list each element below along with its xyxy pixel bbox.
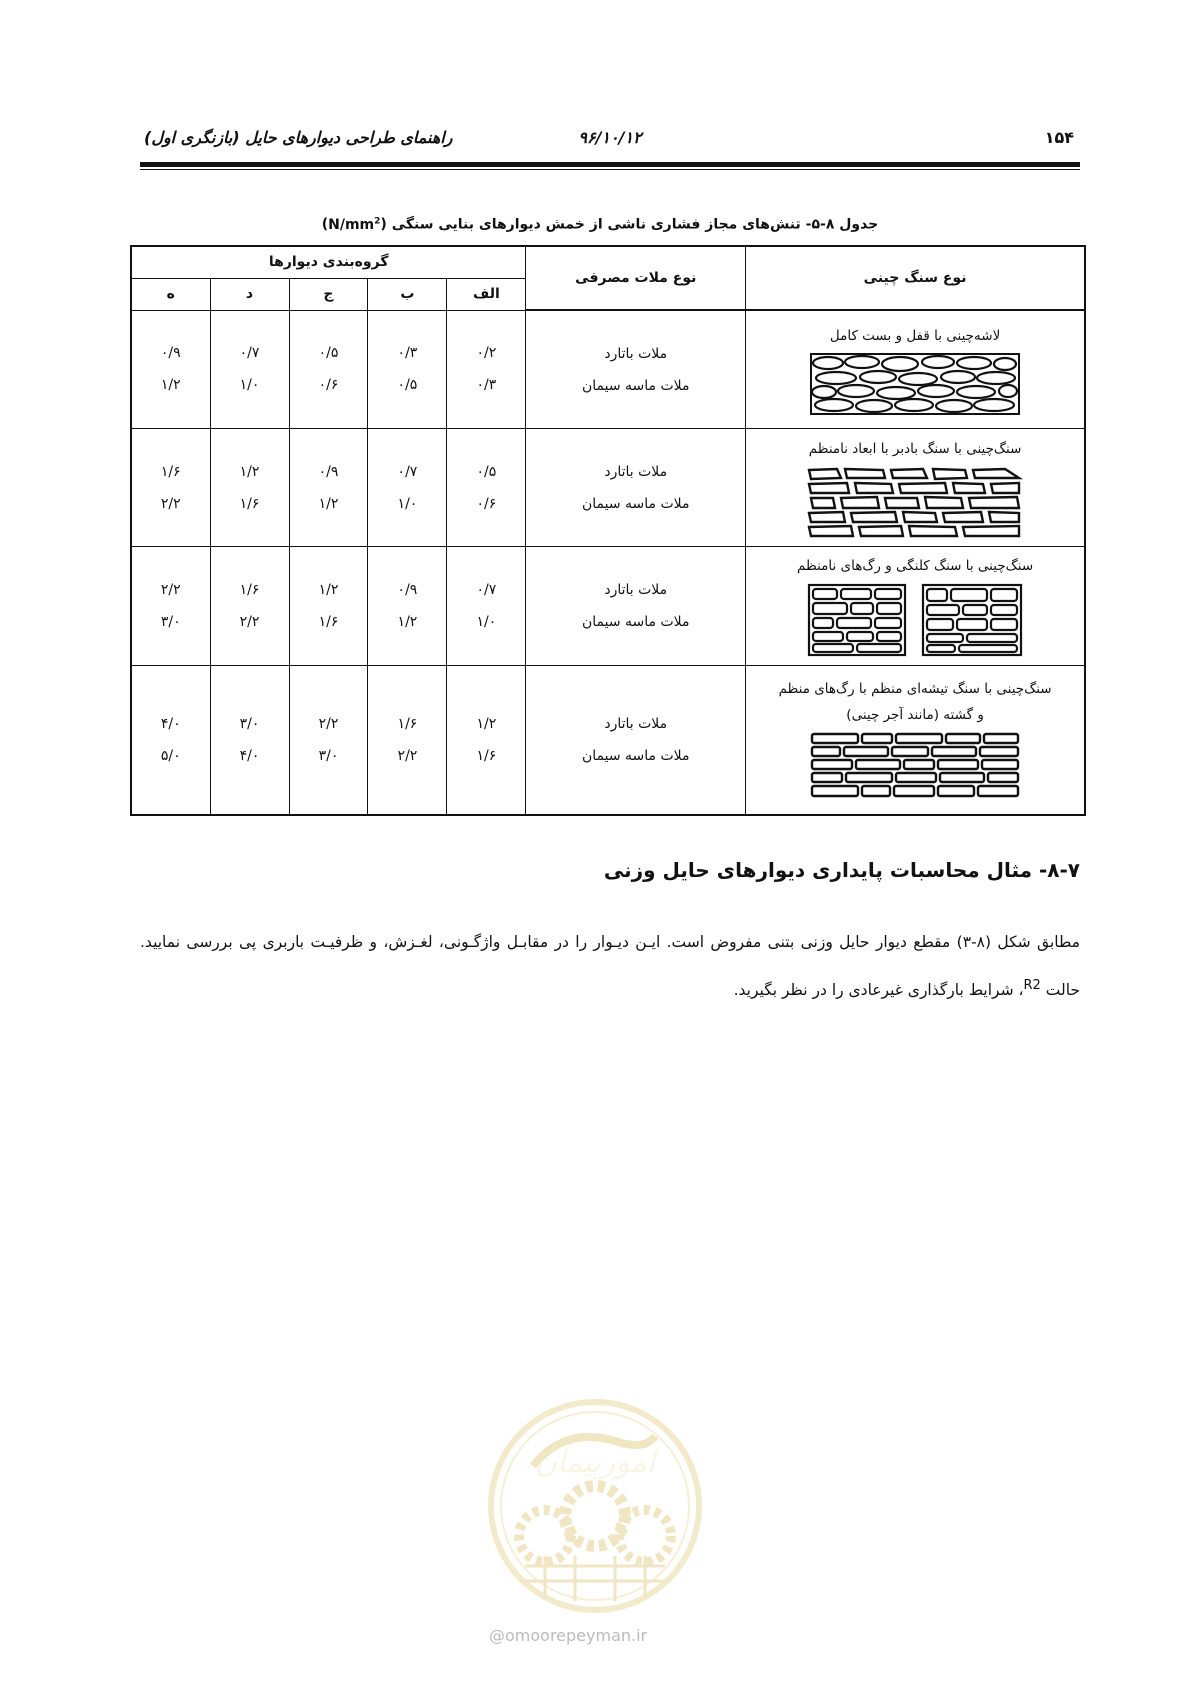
irregular-stone-pattern (805, 466, 1025, 538)
value-cell: ۰/۲ ۰/۳ (447, 310, 526, 428)
value-cell: ۴/۰ ۵/۰ (131, 666, 210, 815)
mortar-cell (526, 666, 746, 815)
example-paragraph: مطابق شکل (۸-۳) مقطع دیوار حایل وزنی بتنی مفروض است. ایـن دیـوار را در مقابـل واژگـونی، لغـزش، و ظرفیـت باربری پی بررسی نمایید. حالت $^{R2}$، شرایط بارگذاری غیرعادی را در نظر بگیرید. (140, 933, 1080, 1000)
mortar-lime: ملات باتارد (604, 716, 668, 733)
stone-cell (746, 429, 1085, 547)
value-cell: ۳/۰ ۴/۰ (210, 666, 289, 815)
value-cell: ۱/۲ ۱/۶ (210, 429, 289, 547)
header-group-jim: ج (289, 278, 368, 310)
page-header (140, 128, 1080, 154)
watermark-site: @omoorepeyman.ir (489, 1626, 648, 1645)
mortar-cell (526, 547, 746, 666)
mortar-cement: ملات ماسه سیمان (582, 377, 690, 394)
header-group-alef: الف (447, 278, 526, 310)
header-mortar-type: نوع ملات مصرفی (526, 246, 746, 310)
header-rule-thick (140, 162, 1080, 167)
value-cell: ۰/۹ ۱/۲ (368, 547, 447, 666)
value-cell: ۰/۷ ۱/۰ (210, 310, 289, 428)
value-cell: ۱/۲ ۱/۶ (289, 547, 368, 666)
table-row (131, 666, 1085, 815)
stone-label: سنگ‌چینی با سنگ کلنگی و رگ‌های نامنظم (797, 558, 1034, 575)
value-cell: ۰/۷ ۱/۰ (447, 547, 526, 666)
table-row (131, 429, 1085, 547)
table-caption-unit: $N/mm^2$ (328, 216, 381, 233)
state-label: R2 (1023, 978, 1041, 993)
header-group-dal: د (210, 278, 289, 310)
mortar-cement: ملات ماسه سیمان (582, 495, 690, 512)
value-cell: ۰/۹ ۱/۲ (131, 310, 210, 428)
table-row (131, 310, 1085, 428)
mortar-cell (526, 429, 746, 547)
ashlar-masonry-pattern (810, 732, 1020, 802)
coursed-irregular-pattern (807, 583, 1023, 657)
table-caption: جدول ۸-۵- تنش‌های مجاز فشاری ناشی از خمش دیوارهای بنایی سنگی $(N/mm^2)$ (321, 216, 879, 233)
mortar-cement: ملات ماسه سیمان (582, 614, 690, 631)
table-caption-text: جدول ۸-۵- تنش‌های مجاز فشاری ناشی از خمش دیوارهای بنایی سنگی (391, 216, 879, 233)
value-cell: ۰/۹ ۱/۲ (289, 429, 368, 547)
header-date: ۹۶/۱۰/۱۲ (578, 128, 642, 147)
stone-label: لاشه‌چینی با قفل و بست کامل (829, 327, 1001, 344)
stress-table (130, 245, 1086, 816)
mortar-lime: ملات باتارد (604, 582, 668, 599)
stone-label: سنگ‌چینی با سنگ بادبر با ابعاد نامنظم (808, 440, 1022, 457)
svg-text:امورپیمان: امورپیمان (534, 1445, 656, 1480)
header-group: گروه‌بندی دیوارها (131, 246, 526, 278)
mortar-cement: ملات ماسه سیمان (582, 748, 690, 765)
value-cell: ۱/۶ ۲/۲ (210, 547, 289, 666)
value-cell: ۲/۲ ۳/۰ (289, 666, 368, 815)
stone-cell (746, 666, 1085, 815)
book-title: راهنمای طراحی دیوارهای حایل (بازنگری اول) (144, 128, 453, 147)
value-cell: ۰/۵ ۰/۶ (289, 310, 368, 428)
header-stone-type: نوع سنگ چینی (746, 246, 1085, 310)
header-group-be: ب (368, 278, 447, 310)
stone-label: سنگ‌چینی با سنگ تیشه‌ای منظم با رگ‌های منظم و گشته (مانند آجر چینی) (778, 681, 1052, 724)
table-row (131, 547, 1085, 666)
watermark-logo (485, 1396, 705, 1616)
value-cell: ۱/۶ ۲/۲ (131, 429, 210, 547)
page-number: ۱۵۴ (1044, 128, 1074, 147)
value-cell: ۱/۲ ۱/۶ (447, 666, 526, 815)
section-title: ۸-۷- مثال محاسبات پایداری دیوارهای حایل وزنی (603, 858, 1080, 882)
value-cell: ۰/۳ ۰/۵ (368, 310, 447, 428)
value-cell: ۱/۶ ۲/۲ (368, 666, 447, 815)
value-cell: ۰/۷ ۱/۰ (368, 429, 447, 547)
value-cell: ۲/۲ ۳/۰ (131, 547, 210, 666)
mortar-lime: ملات باتارد (604, 345, 668, 362)
header-rule-thin (140, 169, 1080, 170)
rubble-masonry-pattern (810, 353, 1020, 415)
stone-cell (746, 310, 1085, 428)
header-group-he: ه (131, 278, 210, 310)
mortar-cell (526, 310, 746, 428)
stone-cell (746, 547, 1085, 666)
mortar-lime: ملات باتارد (604, 463, 668, 480)
value-cell: ۰/۵ ۰/۶ (447, 429, 526, 547)
